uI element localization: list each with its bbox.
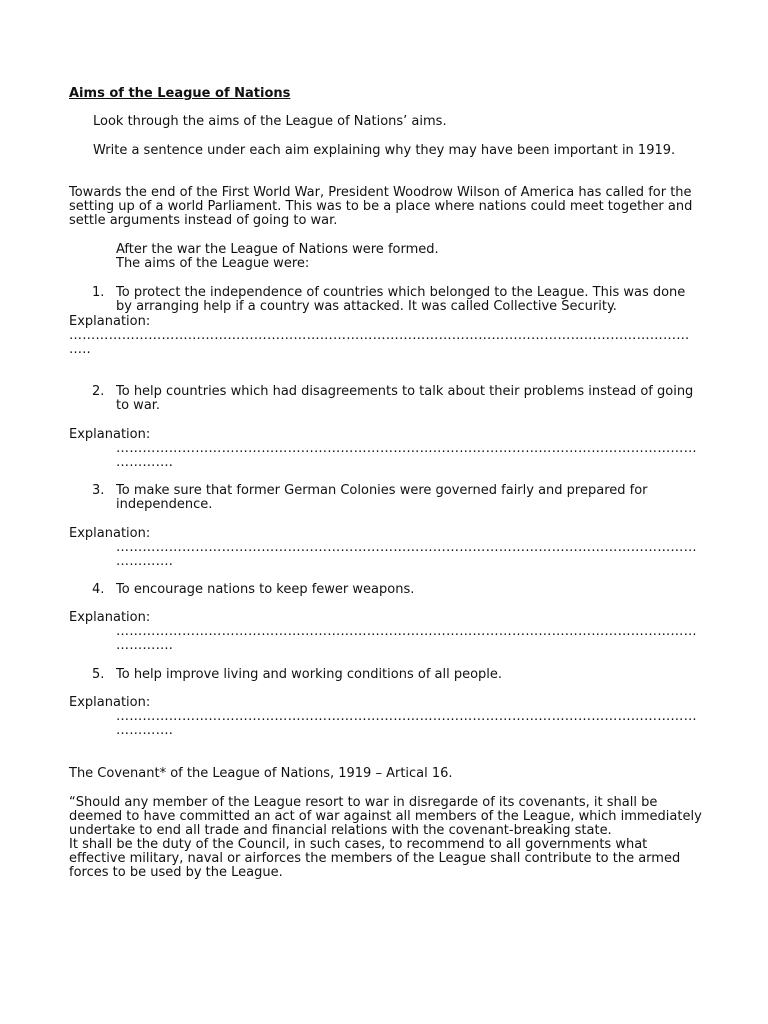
preamble-line: The aims of the League were: (116, 256, 310, 271)
intro-line: settle arguments instead of going to war. (69, 213, 338, 228)
aim-number: 3. (92, 483, 105, 498)
aim-text (116, 286, 685, 314)
answer-line-continued[interactable]: …………. (116, 724, 174, 738)
answer-line-continued[interactable]: …………. (116, 639, 174, 653)
intro-paragraph (69, 186, 692, 228)
intro-line: setting up of a world Parliament. This was to be a place where nations could meet together and (69, 199, 693, 214)
answer-line-continued[interactable]: …………. (116, 456, 174, 470)
aim-item-4 (0, 583, 768, 655)
aim-text-line: independence. (116, 497, 213, 512)
intro-line: Towards the end of the First World War, President Woodrow Wilson of America has called for the (69, 185, 692, 200)
aim-item-1 (0, 286, 768, 358)
aim-text (116, 668, 502, 682)
covenant-line: “Should any member of the League resort to war in disregarde of its covenants, it shall be (69, 795, 658, 810)
aim-text-line: To make sure that former German Colonies were governed fairly and prepared for (116, 483, 648, 498)
answer-line[interactable]: …………………………………………………………………………………………………………………… (116, 442, 697, 456)
covenant-line: forces to be used by the League. (69, 865, 283, 880)
aim-text-line: to war. (116, 398, 161, 413)
aim-number: 5. (92, 667, 105, 682)
aim-text-line: To help countries which had disagreements to talk about their problems instead of going (116, 384, 694, 399)
instruction-2: Write a sentence under each aim explaining why they may have been important in 1919. (93, 143, 676, 158)
answer-line-continued[interactable]: …………. (116, 555, 174, 569)
page-title: Aims of the League of Nations (69, 86, 291, 101)
aim-text-line: To help improve living and working conditions of all people. (116, 667, 503, 682)
answer-line[interactable]: …………………………………………………………………………………………………………………………… (69, 329, 690, 343)
answer-line[interactable]: …………………………………………………………………………………………………………………… (116, 710, 697, 724)
covenant-heading: The Covenant* of the League of Nations, 1919 – Artical 16. (69, 766, 453, 781)
covenant-line: effective military, naval or airforces the members of the League shall contribute to the armed (69, 851, 681, 866)
explanation-label: Explanation: (69, 314, 151, 329)
aim-item-3 (0, 484, 768, 570)
explanation-label: Explanation: (69, 427, 151, 442)
explanation-label: Explanation: (69, 610, 151, 625)
covenant-line: deemed to have committed an act of war against all members of the League, which immediately (69, 809, 702, 824)
answer-line-continued[interactable]: ….. (69, 343, 91, 357)
aim-number: 1. (92, 285, 105, 300)
aim-text (116, 583, 414, 597)
aim-item-5 (0, 668, 768, 740)
aims-preamble (116, 243, 439, 271)
aim-text-line: by arranging help if a country was attacked. It was called Collective Security. (116, 299, 617, 314)
answer-line[interactable]: …………………………………………………………………………………………………………………… (116, 625, 697, 639)
covenant-line: undertake to end all trade and financial relations with the covenant-breaking state. (69, 823, 612, 838)
aim-text-line: To encourage nations to keep fewer weapons. (116, 582, 415, 597)
instruction-1: Look through the aims of the League of Nations’ aims. (93, 114, 447, 129)
aim-text (116, 385, 693, 413)
aim-text-line: To protect the independence of countries which belonged to the League. This was done (116, 285, 686, 300)
preamble-line: After the war the League of Nations were formed. (116, 242, 439, 257)
covenant-line: It shall be the duty of the Council, in such cases, to recommend to all governments what (69, 837, 648, 852)
answer-line[interactable]: …………………………………………………………………………………………………………………… (116, 541, 697, 555)
explanation-label: Explanation: (69, 695, 151, 710)
aim-text (116, 484, 648, 512)
explanation-label: Explanation: (69, 526, 151, 541)
aim-number: 2. (92, 384, 105, 399)
covenant-quote (69, 796, 702, 880)
aim-item-2 (0, 385, 768, 471)
aim-number: 4. (92, 582, 105, 597)
